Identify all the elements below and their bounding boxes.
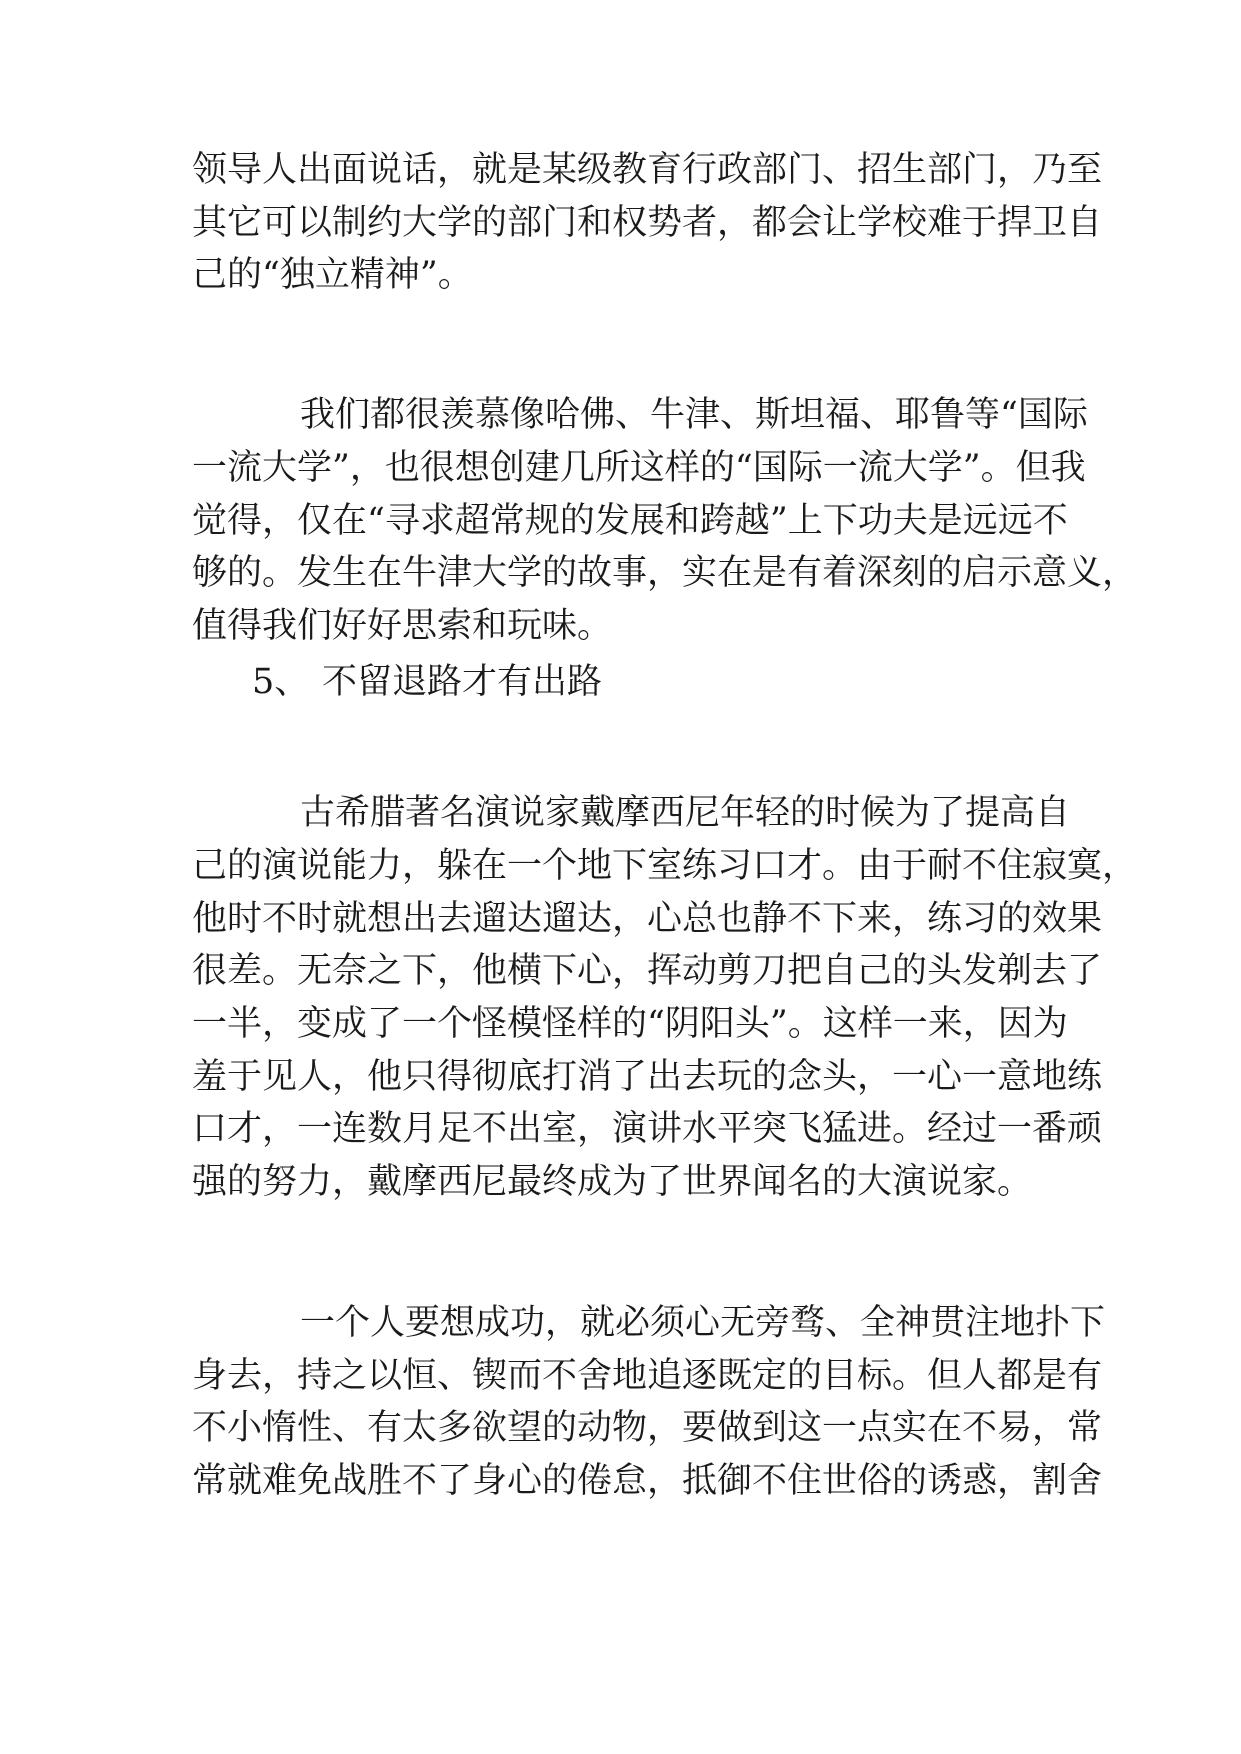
text-line: 一流大学”，也很想创建几所这样的“国际一流大学”。但我: [192, 448, 1086, 488]
text-line: 一半，变成了一个怪模怪样的“阴阳头”。这样一来，因为: [192, 1004, 1068, 1044]
text-line: 不小惰性、有太多欲望的动物，要做到这一点实在不易，常: [192, 1408, 1103, 1448]
text-line: 强的努力，戴摩西尼最终成为了世界闻名的大演说家。: [192, 1162, 1033, 1202]
heading-title: 不留退路才有出路: [322, 662, 603, 702]
text-line: 一个人要想成功，就必须心无旁骛、全神贯注地扑下: [300, 1303, 1106, 1343]
text-line: 常就难免战胜不了身心的倦怠，抵御不住世俗的诱惑，割舍: [192, 1461, 1103, 1501]
text-line: 觉得，仅在“寻求超常规的发展和跨越”上下功夫是远远不: [192, 501, 1068, 541]
text-line: 领导人出面说话，就是某级教育行政部门、招生部门，乃至: [192, 150, 1103, 190]
text-line: 羞于见人，他只得彻底打消了出去玩的念头，一心一意地练: [192, 1057, 1103, 1097]
text-line: 身去，持之以恒、锲而不舍地追逐既定的目标。但人都是有: [192, 1356, 1103, 1396]
text-line: 己的“独立精神”。: [192, 255, 473, 295]
text-line: 古希腊著名演说家戴摩西尼年轻的时候为了提高自: [300, 793, 1071, 833]
text-line: 其它可以制约大学的部门和权势者，都会让学校难于捍卫自: [192, 203, 1103, 243]
heading-number: 5、: [252, 662, 310, 702]
text-line: 很差。无奈之下，他横下心，挥动剪刀把自己的头发剃去了: [192, 951, 1103, 991]
text-line: 他时不时就想出去遛达遛达，心总也静不下来，练习的效果: [192, 899, 1103, 939]
section-heading: [252, 660, 652, 704]
text-line: 我们都很羡慕像哈佛、牛津、斯坦福、耶鲁等“国际: [300, 395, 1088, 435]
text-line: 值得我们好好思索和玩味。: [192, 606, 613, 646]
text-line: 己的演说能力，躲在一个地下室练习口才。由于耐不住寂寞，: [192, 846, 1138, 886]
text-line: 够的。发生在牛津大学的故事，实在是有着深刻的启示意义，: [192, 553, 1138, 593]
text-line: 口才，一连数月足不出室，演讲水平突飞猛进。经过一番顽: [192, 1109, 1103, 1149]
